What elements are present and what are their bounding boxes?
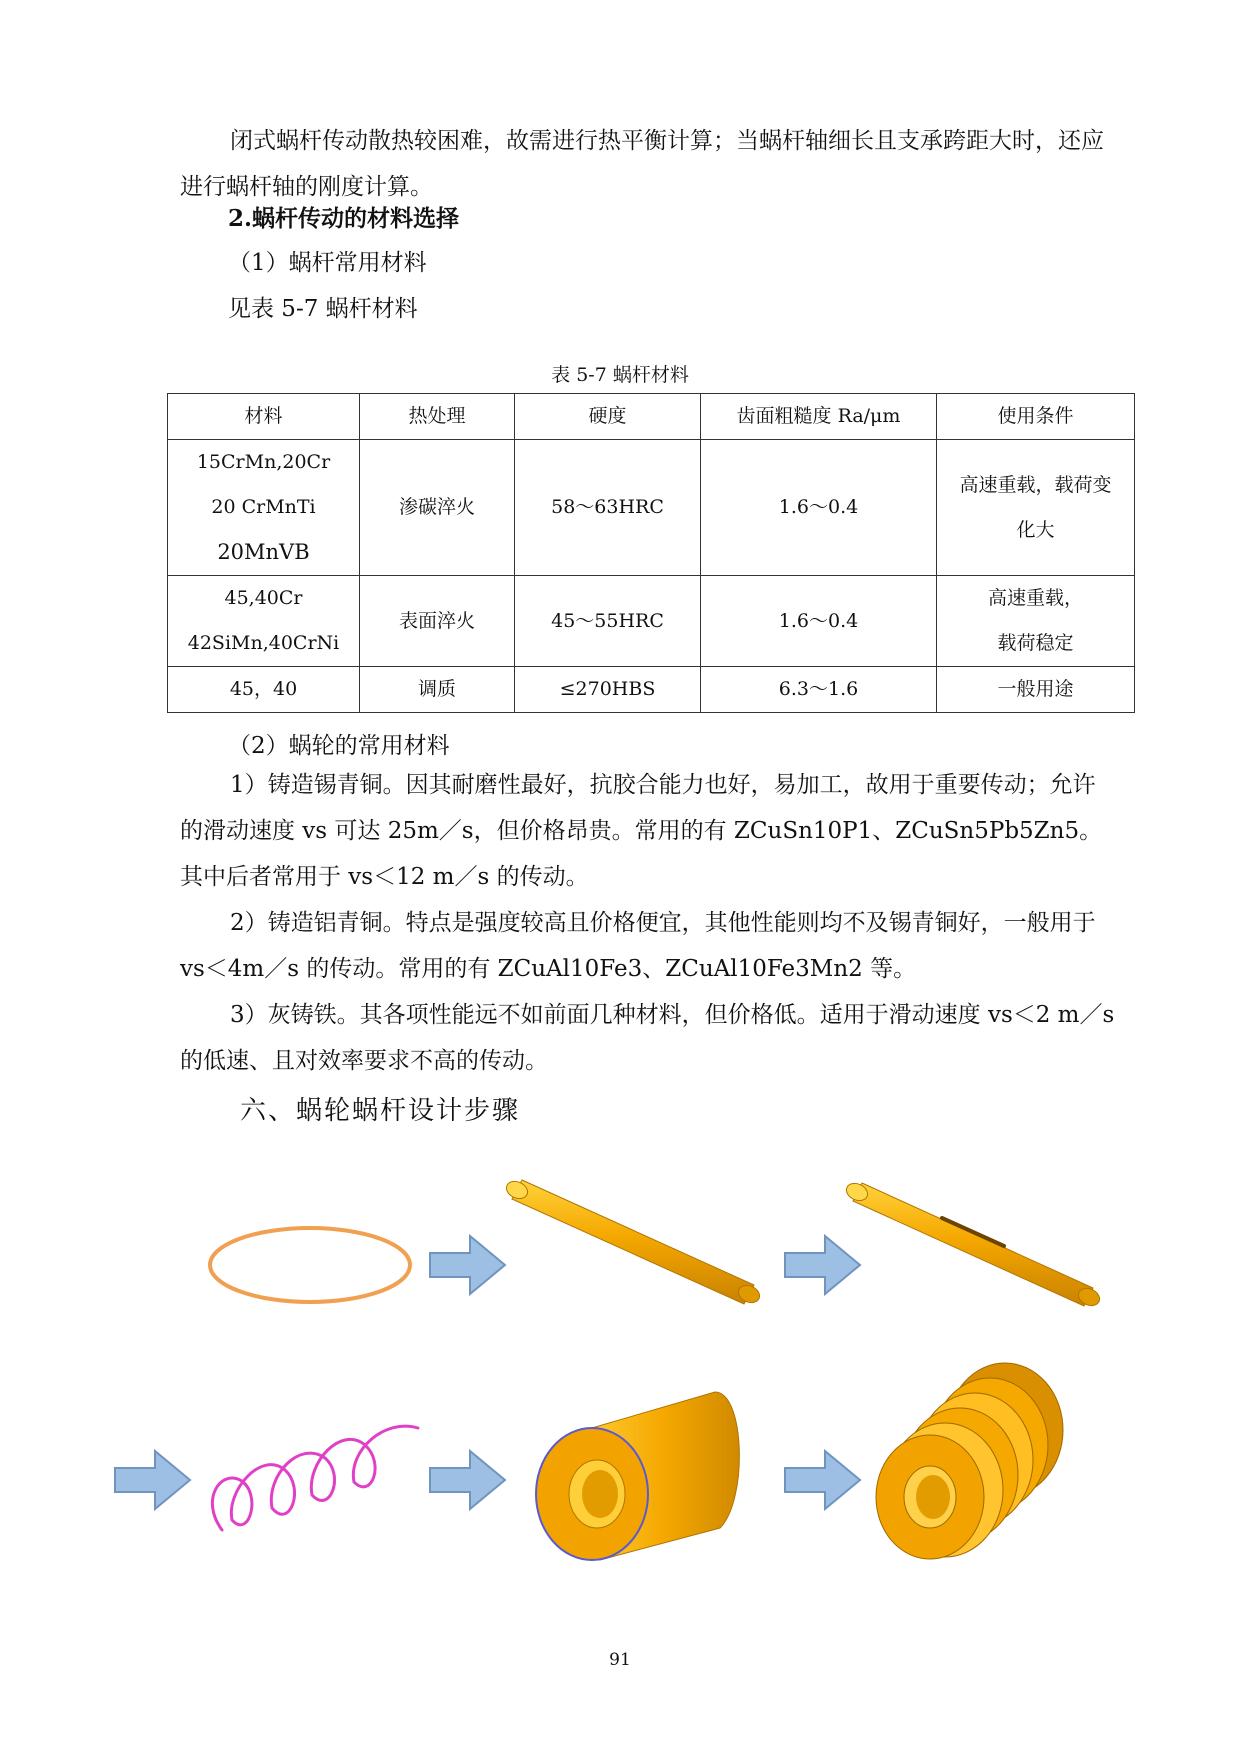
cell-heat-treatment: 调质 bbox=[360, 667, 515, 713]
cell-roughness: 6.3～1.6 bbox=[701, 667, 937, 713]
helix-curve bbox=[212, 1426, 418, 1530]
table-reference: 见表 5-7 蜗杆材料 bbox=[228, 296, 418, 322]
table-header-row bbox=[168, 394, 1135, 440]
table-row bbox=[168, 576, 1135, 667]
intro-paragraph: 闭式蜗杆传动散热较困难，故需进行热平衡计算；当蜗杆轴细长且支承跨距大时，还应进行蜗杆轴的刚度计算。 bbox=[180, 128, 1104, 200]
arrow-icon bbox=[785, 1236, 860, 1294]
header-condition: 使用条件 bbox=[937, 394, 1135, 440]
material-item-3: 3）灰铸铁。其各项性能远不如前面几种材料，但价格低。适用于滑动速度 vs＜2 m／s 的低速、且对效率要求不高的传动。 bbox=[180, 1002, 1115, 1074]
cell-hardness: 45～55HRC bbox=[515, 576, 701, 667]
cell-material: 15CrMn,20Cr 20 CrMnTi 20MnVB bbox=[168, 440, 360, 576]
material-item-1: 1）铸造锡青铜。因其耐磨性最好，抗胶合能力也好，易加工，故用于重要传动；允许的滑动速度 vs 可达 25m／s，但价格昂贵。常用的有 ZCuSn10P1、ZCuSn5Pb5Zn5。其中后者常用于 vs＜12 m／s 的传动。 bbox=[180, 772, 1103, 890]
arrow-icon bbox=[430, 1236, 505, 1294]
section-heading-materials: 2.蜗杆传动的材料选择 bbox=[228, 205, 460, 232]
cell-heat-treatment: 渗碳淬火 bbox=[360, 440, 515, 576]
cell-material: 45，40 bbox=[168, 667, 360, 713]
cell-material: 45,40Cr 42SiMn,40CrNi bbox=[168, 576, 360, 667]
header-hardness: 硬度 bbox=[515, 394, 701, 440]
rod-with-keyway bbox=[844, 1180, 1103, 1309]
material-item-2: 2）铸造铝青铜。特点是强度较高且价格便宜，其他性能则均不及锡青铜好，一般用于 vs＜4m／s 的传动。常用的有 ZCuAl10Fe3、ZCuAl10Fe3Mn2 等。 bbox=[180, 910, 1096, 982]
page-number: 91 bbox=[609, 1650, 631, 1670]
worm-gear bbox=[876, 1363, 1063, 1559]
table-row bbox=[168, 440, 1135, 576]
cell-heat-treatment: 表面淬火 bbox=[360, 576, 515, 667]
hollow-cylinder bbox=[536, 1392, 739, 1560]
section-heading-design-steps: 六、蜗轮蜗杆设计步骤 bbox=[240, 1096, 521, 1126]
subheading-worm-materials: （1）蜗杆常用材料 bbox=[228, 250, 427, 276]
cell-hardness: 58～63HRC bbox=[515, 440, 701, 576]
cell-hardness: ≤270HBS bbox=[515, 667, 701, 713]
table-row bbox=[168, 667, 1135, 713]
cell-roughness: 1.6～0.4 bbox=[701, 440, 937, 576]
worm-material-table bbox=[167, 393, 1135, 713]
table-caption: 表 5-7 蜗杆材料 bbox=[551, 364, 689, 386]
cell-condition: 高速重载，载荷变 化大 bbox=[937, 440, 1135, 576]
subheading-wheel-materials: （2）蜗轮的常用材料 bbox=[228, 733, 450, 759]
cell-condition: 高速重载， 载荷稳定 bbox=[937, 576, 1135, 667]
header-roughness: 齿面粗糙度 Ra/μm bbox=[701, 394, 937, 440]
rod-shaft bbox=[504, 1178, 763, 1306]
arrow-icon bbox=[115, 1451, 190, 1509]
cell-roughness: 1.6～0.4 bbox=[701, 576, 937, 667]
arrow-icon bbox=[430, 1451, 505, 1509]
arrow-icon bbox=[785, 1451, 860, 1509]
cell-condition: 一般用途 bbox=[937, 667, 1135, 713]
header-material: 材料 bbox=[168, 394, 360, 440]
header-heat-treatment: 热处理 bbox=[360, 394, 515, 440]
ellipse-profile bbox=[210, 1228, 410, 1302]
